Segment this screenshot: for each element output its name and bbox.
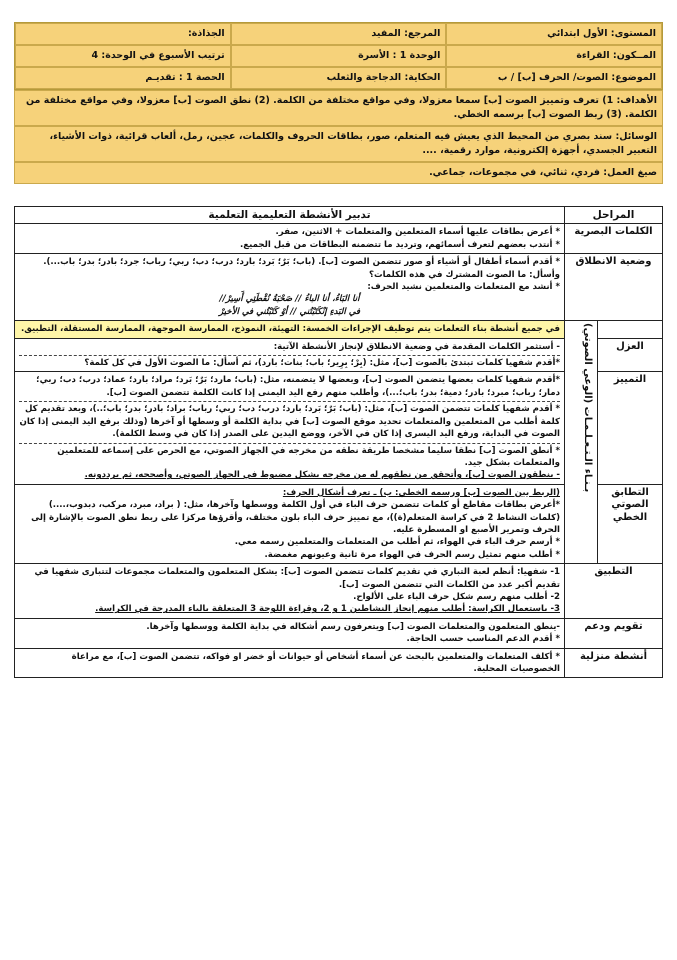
component: المــكون: القراءة	[446, 45, 662, 67]
list-item: (الربط بين الصوت [ب] ورسمه الخطي: ب) ـ تعرف أشكال الحرف:	[282, 487, 560, 498]
isolate-content	[15, 338, 565, 372]
unit: الوحدة 1 : الأسرة	[231, 45, 447, 67]
means: الوسائل: سند بصري من المحيط الذي يعيش فيه المتعلم، صور، بطاقات الحروف والكلمات، عجين، رمل، ألعاب قرائية، ذوات الأشياء، التعبير الجسدي، أجهزة إلكترونية، موارد رقمية، ....	[14, 126, 663, 162]
list-item: * أنشد مع المتعلمات والمتعلمين نشيد الحرف:	[367, 282, 560, 293]
col-stages: المراحل	[565, 207, 663, 224]
stage-eval: تقويم ودعم	[565, 618, 663, 648]
stage-link: التطابق الصوتي الخطي	[598, 484, 663, 563]
stage-apply: التطبيق	[565, 564, 663, 619]
apply-content	[15, 564, 565, 619]
row-launch	[15, 254, 663, 321]
launch-content	[15, 254, 565, 321]
row-words	[15, 224, 663, 254]
poem-line: في البَدءِ إنْكَتَبْتُني // أوْ كَتَبْتُني في الأخيرْ	[218, 306, 361, 317]
session: الحصة 1 : تقديـم	[15, 67, 231, 89]
topic: الموضوع: الصوت/ الحرف [ب] / ب	[446, 67, 662, 89]
stage-blank	[598, 321, 663, 338]
list-item: * أطلب منهم تمثيل رسم الحرف في الهواء مرة ثانية وعيونهم مغمضة.	[264, 549, 560, 560]
row-apply	[15, 564, 663, 619]
discrim-content	[15, 372, 565, 484]
list-item: -ينطق المتعلمون والمتعلمات الصوت [ب] ويتعرفون رسم أشكاله في بداية الكلمة ووسطها وآخرها.	[146, 621, 560, 632]
table-header-row	[15, 207, 663, 224]
build-learning-cell	[565, 321, 598, 564]
stage-home: أنشطة منزلية	[565, 648, 663, 678]
stage-launch: وضعية الانطلاق	[565, 254, 663, 321]
list-item: * أقدم أسماء أطفال أو أشياء أو صور تتضمن الصوت [ب]. (باب؛ بَرٌ؛ بَرد؛ بارد؛ درب؛ دب؛ ربي؛ رباب؛ جرد؛ بادر؛ بدر؛ باب...).	[43, 257, 560, 268]
school: الجذاذة:	[15, 23, 231, 45]
work-forms: صيغ العمل: فردي، ثنائي، في مجموعات، جماعي.	[14, 162, 663, 184]
lesson-sheet	[14, 22, 663, 678]
list-item: *أقدم شفهيا كلمات تبتدئ بالصوت [ب]، مثل: (بِرْ؛ بِرِير؛ باب؛ بنات؛ بارد)، ثم أسأل: ما الصوت الأول في كل كلمة؟	[19, 355, 560, 369]
list-item: * أنطق الصوت [ب] نطقا سليما مشخصا طريقة نطقه من مخرجه في الجهاز الصوتي، مع الحرص على إسماعه للمتعلمين والمتعلمات بشكل جيد.	[19, 443, 560, 470]
list-item: * أرسم حرف الباء في الهواء، ثم أطلب من المتعلمات والمتعلمين رسمه معي.	[234, 537, 560, 548]
list-item: * أقدم شفهيا كلمات تتضمن الصوت [ب]، مثل: (باب؛ بَرٌ؛ بَرد؛ بارد؛ درب؛ دب؛ ربي؛ رباب؛ براد؛ بادر؛ بدر؛ باب؛..)، وبعد تقديم كل كلمة أطلب من المتعلمين والمتعلمات تحديد موقع الصوت [ب] في بداية الكلمة أو وسطها أو آخرها (وذلك برفع اليد اليمنى إذا كان الصوت في البداية، ورفع اليد اليسرى إذا كان في الآخر، ووضع اليدين على الصدر إذا كان في وسط الكلمة).	[19, 401, 560, 440]
col-activities: تدبير الأنشطة التعليمية التعلمية	[15, 207, 565, 224]
list-item: - ينطقون الصوت [ب]، وأتحقق من نطقهم له من مخرجه بشكل مضبوط في الجهاز الصوتي، وأصححه، ثم يرددونه.	[84, 470, 560, 481]
list-item: *أعرض بطاقات مقاطع أو كلمات تتضمن حرف الباء في أول الكلمة ووسطها وآخرها، مثل: ( براد، مبرد، مركب، دبدوب،....) (كلمات النشاط 2 في كراسة المتعلم(ة))، مع تمييز حرف الباء بلون مختلف، وأقرؤها مركزا على ربط نطق الصوت بالإشارة إلى الحرف وتمرير الأصبع او المسطرة عليه.	[31, 500, 560, 535]
row-note	[15, 321, 663, 338]
list-item: 2- أطلب منهم رسم شكل حرف الباء على الألواح.	[353, 591, 560, 602]
activities-table	[14, 206, 663, 678]
list-item: * أكلف المتعلمات والمتعلمين بالبحث عن أسماء أشخاص أو حيوانات أو خضر او فواكه، تتضمن الصوت [ب]، مع مراعاة الخصوصيات المحلية.	[71, 651, 560, 674]
stage-isolate: العزل	[598, 338, 663, 372]
list-item: - أستثمر الكلمات المقدمة في وضعية الانطلاق لإنجاز الأنشطة الآتية:	[273, 341, 560, 352]
list-item: *أقدم شفهيا كلمات بعضها يتضمن الصوت [ب]، وبعضها لا يتضمنه، مثل: (باب؛ مارد؛ بَرٌ؛ بَرد؛ مراد؛ بارد؛ عماد؛ درب؛ دب؛ ربي؛ دمار؛ رباب؛ مبرد؛ بادر؛ دمية؛ بدر؛ باب؛...)، وأطلب منهم رفع اليد اليمنى إذا كانت الكلمة تتضمن الصوت [ب].	[36, 375, 560, 398]
home-content	[15, 648, 565, 678]
list-item: 3- باستعمال الكراسة: أطلب منهم إنجاز النشاطين 1 و 2، وقراءة اللوحة 3 المتعلقة بالباء المدرجة في الكراسة.	[95, 604, 560, 615]
row-eval	[15, 618, 663, 648]
stage-discrim: التمييز	[598, 372, 663, 484]
week: ترتيب الأسبوع في الوحدة: 4	[15, 45, 231, 67]
procedures-note: في جميع أنشطة بناء التعلمات يتم توظيف الإجراءات الخمسة: التهيئة، النموذج، الممارسة الموجهة، الممارسة المستقلة، التطبيق.	[15, 321, 565, 338]
goals: الأهداف: 1) تعرف وتمييز الصوت [ب] سمعا معزولا، وفي مواقع مختلفة من الكلمة. (2) نطق الصوت [ب] معزولا، وفي مواقع مختلفة من الكلمة. (3) ربط الصوت [ب] برسمه الخطي.	[14, 90, 663, 126]
vertical-label: بـنـاء الـتـعـلـمـات (الوعي الصوتي)	[582, 323, 593, 493]
poem-line: أنا البَاءُ، أنا الباءُ // صَحْبَةُ نُقْطَتِي أَسِيرْ//	[219, 294, 360, 305]
level: المستوى: الأول ابتدائي	[446, 23, 662, 45]
stage-words: الكلمات البصرية	[565, 224, 663, 254]
list-item: * أنتدب بعضهم لتعرف أسمائهم، وترديد ما تتضمنه البطاقات من قبل الجميع.	[240, 239, 560, 250]
story: الحكاية: الدجاجة والثعلب	[231, 67, 447, 89]
words-content	[15, 224, 565, 254]
header-grid	[14, 22, 663, 90]
row-home	[15, 648, 663, 678]
list-item: وأسأل: ما الصوت المشترك في هذه الكلمات؟	[368, 269, 560, 280]
list-item: * أعرض بطاقات عليها أسماء المتعلمين والمتعلمات + الاثنين، صفر.	[275, 227, 560, 238]
reference: المرجع: المفيد	[231, 23, 447, 45]
list-item: * أقدم الدعم المناسب حسب الحاجة.	[406, 634, 560, 645]
eval-content	[15, 618, 565, 648]
link-content	[15, 484, 565, 563]
list-item: 1- شفهيا: أنظم لعبة التباري في تقديم كلمات تتضمن الصوت [ب]: يشكل المتعلمون والمتعلمات مجموعات لتتبارى شفهيا في تقديم أكبر عدد من الكلمات التي تتضمن الصوت [ب].	[34, 567, 560, 590]
